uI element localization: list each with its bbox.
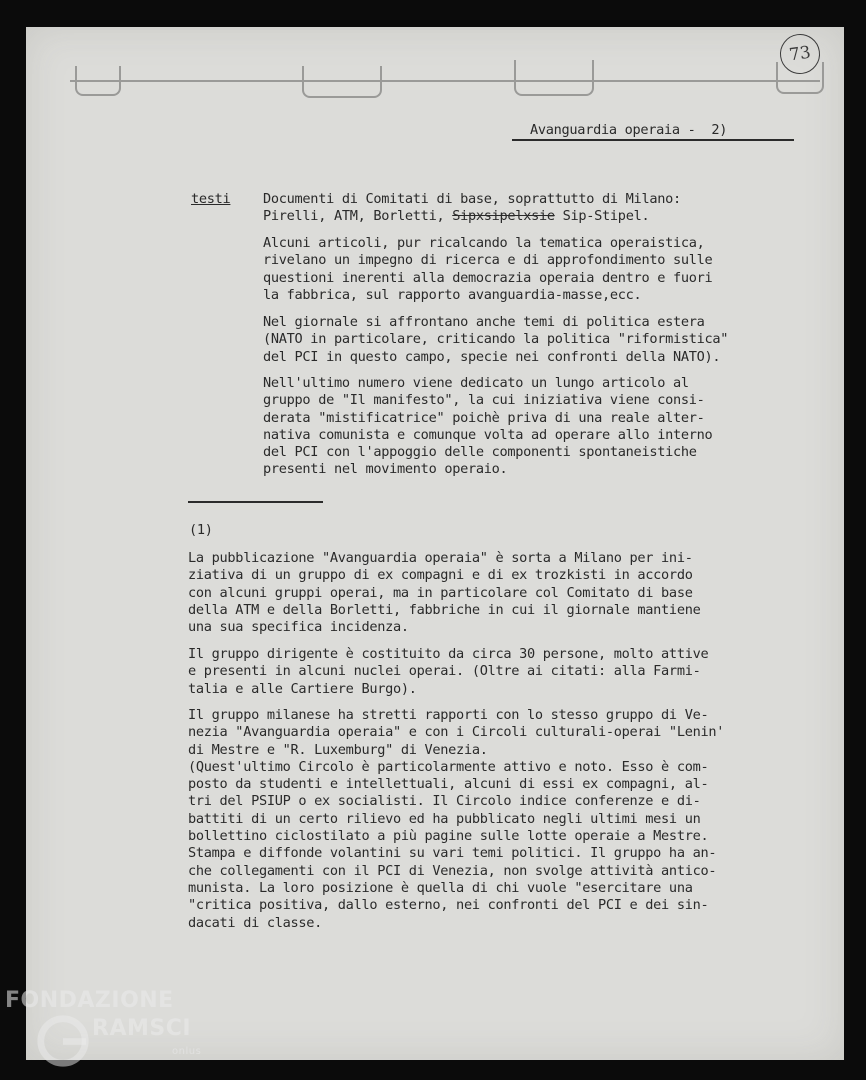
- text-line: tri del PSIUP o ex socialisti. Il Circolo indice conferenze e di-: [188, 793, 701, 810]
- text-line: una sua specifica incidenza.: [188, 619, 409, 636]
- watermark-line-2: RAMSCI: [92, 1016, 192, 1041]
- text-line: (NATO in particolare, criticando la politica "riformistica": [263, 331, 729, 348]
- text-line: munista. La loro posizione è quella di chi vuole "esercitare una: [188, 879, 693, 896]
- text-line: dacati di classe.: [188, 914, 323, 931]
- text-line: Alcuni articoli, pur ricalcando la tematica operaistica,: [263, 235, 705, 251]
- text-line: con alcuni gruppi operai, ma in particolare col Comitato di base: [188, 584, 693, 601]
- testi-paragraph-3: [263, 314, 728, 366]
- text-line: nezia "Avanguardia operaia" e con i Circoli culturali-operai "Lenin': [188, 724, 725, 741]
- footnote-paragraph-2: [188, 646, 708, 698]
- text-line: questioni inerenti alla democrazia operaia dentro e fuori: [263, 269, 713, 286]
- footnote-separator: [188, 501, 323, 503]
- footnote-paragraph-1: [188, 550, 700, 636]
- text-fragment: Pirelli, ATM, Borletti,: [263, 208, 453, 225]
- text-fragment: Sip-Stipel.: [554, 208, 650, 225]
- binding-clip: [75, 66, 121, 96]
- text-line: del PCI con l'appoggio delle componenti spontaneistiche: [263, 444, 697, 461]
- testi-paragraph-4: [263, 375, 712, 479]
- struck-text: Sipxsipelxsie: [452, 208, 555, 225]
- text-line: ziativa di un gruppo di ex compagni e di ex trozkisti in accordo: [188, 567, 693, 584]
- text-line: derata "mistificatrice" poichè priva di una reale alter-: [263, 409, 705, 426]
- text-line: [263, 208, 681, 225]
- text-line: Il gruppo dirigente è costituito da circa 30 persone, molto attive: [188, 646, 709, 662]
- text-line: (Quest'ultimo Circolo è particolarmente attivo e noto. Esso è com-: [188, 758, 709, 775]
- text-line: della ATM e della Borletti, fabbriche in cui il giornale mantiene: [188, 601, 701, 618]
- text-line: che collegamenti con il PCI di Venezia, non svolge attività antico-: [188, 862, 717, 879]
- text-line: Il gruppo milanese ha stretti rapporti con lo stesso gruppo di Ve-: [188, 707, 709, 723]
- text-line: del PCI in questo campo, specie nei confronti della NATO).: [263, 348, 721, 365]
- watermark-sub: onlus: [172, 1046, 202, 1057]
- page-number: 73: [777, 31, 822, 76]
- text-line: gruppo de "Il manifesto", la cui iniziativa viene consi-: [263, 392, 705, 409]
- binding-clip: [514, 60, 594, 96]
- footnote-paragraph-3: [188, 707, 724, 932]
- text-line: di Mestre e "R. Luxemburg" di Venezia.: [188, 741, 488, 758]
- text-line: nativa comunista e comunque volta ad operare allo interno: [263, 426, 713, 443]
- footnote-marker: (1): [189, 522, 213, 538]
- text-line: Documenti di Comitati di base, soprattutto di Milano:: [263, 191, 681, 207]
- text-line: talia e alle Cartiere Burgo).: [188, 680, 417, 697]
- binding-clip: [302, 66, 382, 98]
- binding-line: [70, 80, 820, 82]
- text-line: Nel giornale si affrontano anche temi di politica estera: [263, 314, 705, 330]
- text-line: bollettino ciclostilato a più pagine sulle lotte operaie a Mestre.: [188, 828, 709, 845]
- text-line: la fabbrica, sul rapporto avanguardia-masse,ecc.: [263, 286, 642, 303]
- testi-label: testi: [191, 191, 231, 207]
- text-line: presenti nel movimento operaio.: [263, 461, 508, 478]
- text-line: e presenti in alcuni nuclei operai. (Oltre ai citati: alla Farmi-: [188, 663, 701, 680]
- header-underline: [512, 139, 794, 141]
- testi-paragraph-2: [263, 235, 712, 304]
- text-line: battiti di un certo rilievo ed ha pubblicato negli ultimi mesi un: [188, 810, 701, 827]
- text-line: rivelano un impegno di ricerca e di approfondimento sulle: [263, 252, 713, 269]
- text-line: posto da studenti e intellettuali, alcuni di essi ex compagni, al-: [188, 776, 709, 793]
- text-line: "critica positiva, dallo esterno, nei confronti del PCI e dei sin-: [188, 897, 709, 914]
- testi-paragraph-1: [263, 191, 681, 226]
- text-line: La pubblicazione "Avanguardia operaia" è sorta a Milano per ini-: [188, 550, 693, 566]
- gramsci-logo-icon: [34, 1012, 92, 1070]
- text-line: Nell'ultimo numero viene dedicato un lungo articolo al: [263, 375, 689, 391]
- watermark-line-1: FONDAZIONE: [5, 988, 174, 1013]
- header-title: Avanguardia operaia - 2): [530, 122, 728, 138]
- text-line: Stampa e diffonde volantini su vari temi politici. Il gruppo ha an-: [188, 845, 717, 862]
